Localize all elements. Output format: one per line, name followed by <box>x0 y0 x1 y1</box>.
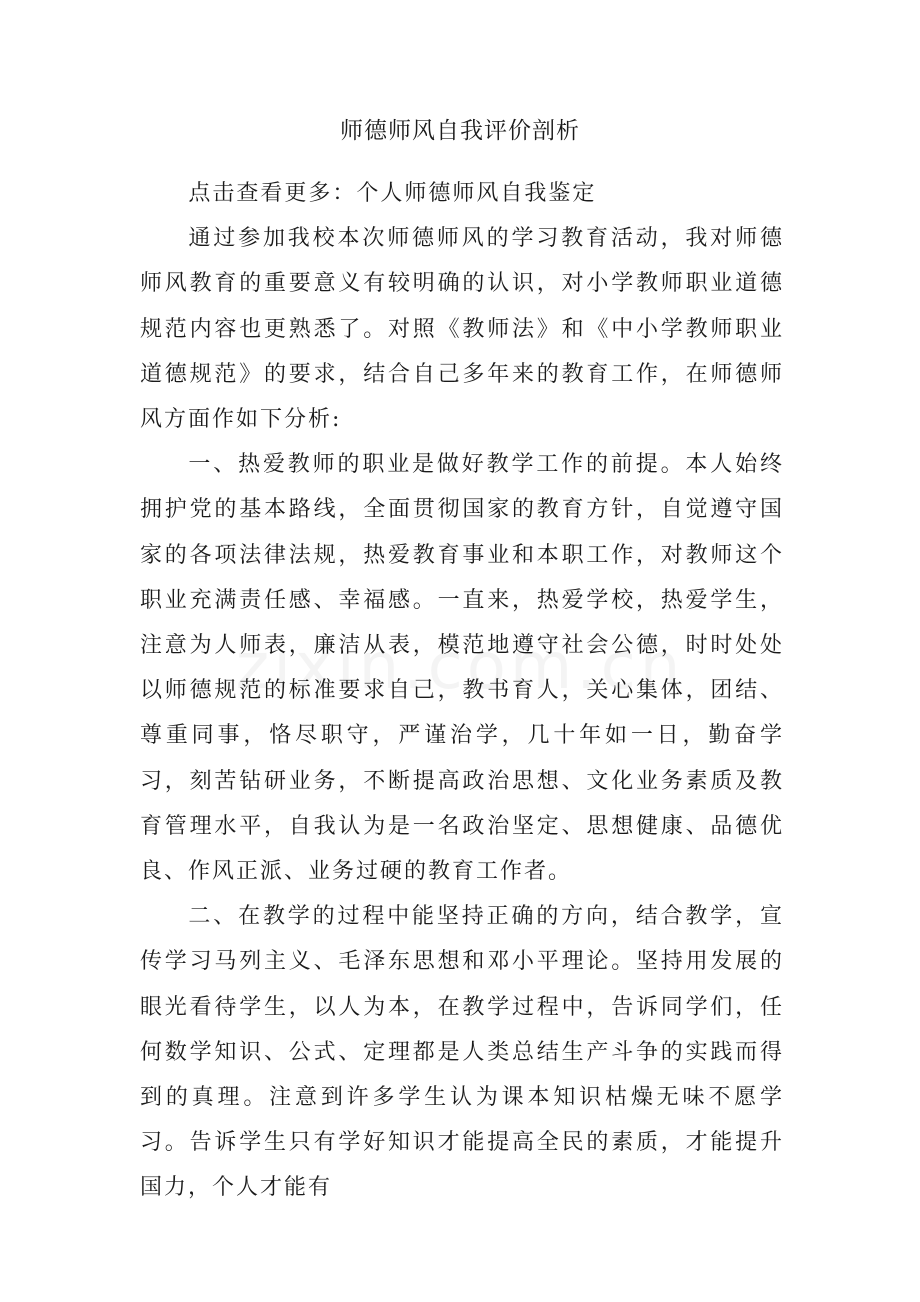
section-two-paragraph: 二、在教学的过程中能坚持正确的方向，结合教学，宣传学习马列主义、毛泽东思想和邓小平理论。坚持用发展的眼光看待学生，以人为本，在教学过程中，告诉同学们，任何数学知识、公式、定理都是人类总结生产斗争的实践而得到的真理。注意到许多学生认为课本知识枯燥无味不愿学习。告诉学生只有学好知识才能提高全民的素质，才能提升国力，个人才能有 <box>140 904 784 1201</box>
section-one-paragraph: 一、热爱教师的职业是做好教学工作的前提。本人始终拥护党的基本路线，全面贯彻国家的教育方针，自觉遵守国家的各项法律法规，热爱教育事业和本职工作，对教师这个职业充满责任感、幸福感。一直来，热爱学校，热爱学生，注意为人师表，廉洁从表，模范地遵守社会公德，时时处处以师德规范的标准要求自己，教书育人，关心集体，团结、尊重同事，恪尽职守，严谨治学，几十年如一日，勤奋学习，刻苦钻研业务，不断提高政治思想、文化业务素质及教育管理水平，自我认为是一名政治坚定、思想健康、品德优良、作风正派、业务过硬的教育工作者。 <box>140 452 784 885</box>
more-link-paragraph[interactable]: 点击查看更多：个人师德师风自我鉴定 <box>188 181 597 206</box>
document-body <box>140 171 784 1211</box>
intro-paragraph: 通过参加我校本次师德师风的学习教育活动，我对师德师风教育的重要意义有较明确的认识，对小学教师职业道德规范内容也更熟悉了。对照《教师法》和《中小学教师职业道德规范》的要求，结合自己多年来的教育工作，在师德师风方面作如下分析: <box>140 226 784 433</box>
document-title: 师德师风自我评价剖析 <box>340 118 580 144</box>
